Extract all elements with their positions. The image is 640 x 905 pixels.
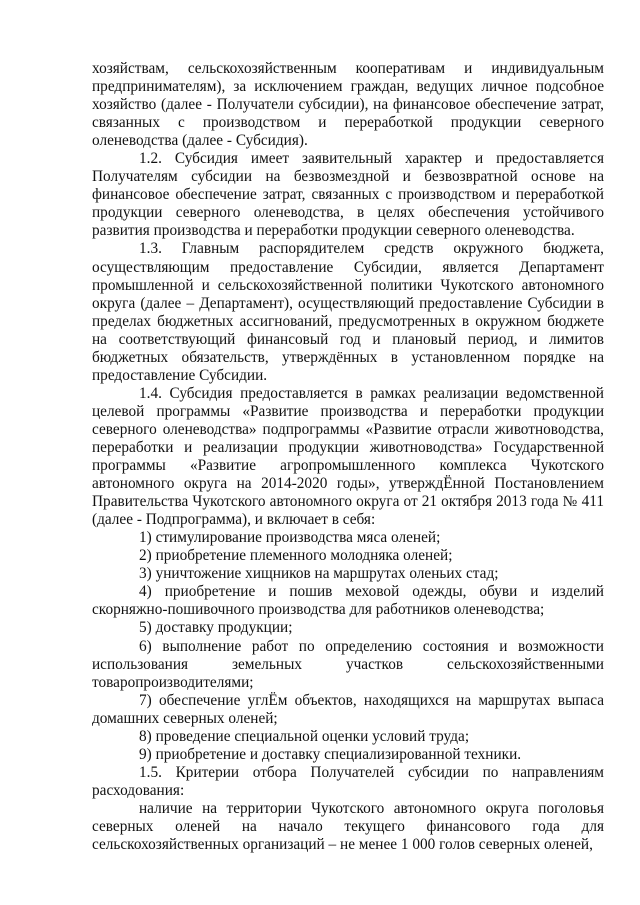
document-page [92, 60, 604, 854]
paragraph-criteria: наличие на территории Чукотского автономного округа поголовья северных оленей на начало текущего финансового года для сельскохозяйственных организаций – не менее 1 000 голов северных оленей, [92, 799, 604, 854]
list-item-2: 2) приобретение племенного молодняка оленей; [139, 547, 453, 565]
list-item-4: 4) приобретение и пошив меховой одежды, обуви и изделий скорняжно-пошивочного производства для работников оленеводства; [92, 583, 604, 619]
paragraph-1-3: 1.3. Главным распорядителем средств окружного бюджета, осуществляющим предоставление Субсидии, является Департамент промышленной и сельскохозяйственной политики Чукотского автономного округа (далее – Департамент), осуществляющий предоставление Субсидии в пределах бюджетных ассигнований, предусмотренных в окружном бюджете на соответствующий финансовый год и плановый период, и лимитов бюджетных обязательств, утверждённых в установленном порядке на предоставление Субсидии. [92, 240, 604, 384]
list-item-1: 1) стимулирование производства мяса оленей; [139, 529, 441, 547]
list-item-3: 3) уничтожение хищников на маршрутах оленьих стад; [139, 565, 499, 583]
list-item-8: 8) проведение специальной оценки условий труда; [139, 727, 470, 745]
paragraph-1-4: 1.4. Субсидия предоставляется в рамках реализации ведомственной целевой программы «Развитие производства и переработки продукции северного оленеводства» подпрограммы «Развитие отрасли животноводства, переработки и реализации продукции животноводства» Государственной программы «Развитие агропромышленного комплекса Чукотского автономного округа на 2014-2020 годы», утверждЁнной Постановлением Правительства Чукотского автономного округа от 21 октября 2013 года № 411 (далее - Подпрограмма), и включает в себя: [92, 384, 604, 529]
list-item-6: 6) выполнение работ по определению состояния и возможности использования земельных участков сельскохозяйственными товаропроизводителями; [92, 637, 604, 691]
paragraph-1-2: 1.2. Субсидия имеет заявительный характер и предоставляется Получателям субсидии на безвозмездной и безвозвратной основе на финансовое обеспечение затрат, связанных с производством и переработкой продукции северного оленеводства, в целях обеспечения устойчивого развития производства и переработки продукции северного оленеводства. [92, 150, 604, 240]
list-item-5: 5) доставку продукции; [139, 619, 293, 637]
paragraph-recipients-definition: хозяйствам, сельскохозяйственным кооперативам и индивидуальным предпринимателям), за исключением граждан, ведущих личное подсобное хозяйство (далее - Получатели субсидии), на финансовое обеспечение затрат, связанных с производством и переработкой продукции северного оленеводства (далее - Субсидия). [92, 60, 604, 150]
list-item-9: 9) приобретение и доставку специализированной техники. [139, 745, 522, 763]
list-item-7: 7) обеспечение углЁм объектов, находящихся на маршрутах выпаса домашних северных оленей; [92, 691, 604, 727]
paragraph-1-5: 1.5. Критерии отбора Получателей субсидии по направлениям расходования: [92, 763, 604, 799]
